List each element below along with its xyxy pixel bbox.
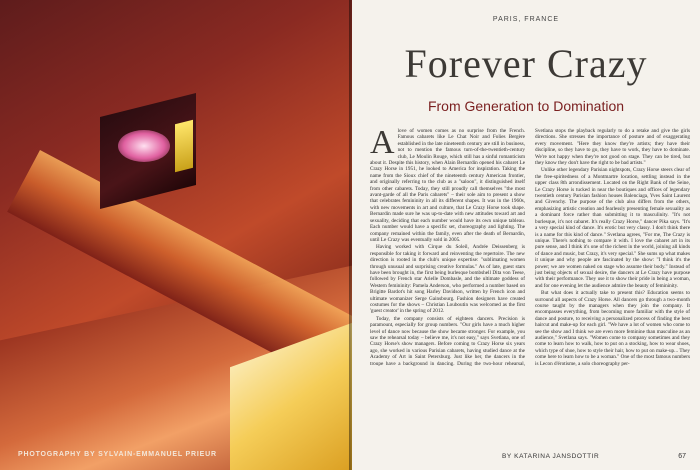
drop-cap: A	[370, 128, 395, 161]
photo-yellow-window	[175, 120, 193, 172]
body-paragraph: Having worked with Cirque du Soleil, Andrée Deissenberg is responsible for taking it forward and reinventing the repertoire. The new direction is rooted in the club's unique expertise: "sublimating women through unusual and surprising creative formulas." As of late, guest stars have been brought in, the first being burlesque bombshell Dita von Teese, followed by French star Arielle Dombasle, and the ultimate goddess of Western femininity: Pamela Anderson, who performed a number based on Brigitte Bardot's hit song Harley Davidson, written by French icon and ultimate womanizer Serge Gainsbourg. Fashion designers have created costumes for the shows – Christian Louboutin was welcomed as the first 'guest creator' in the spring of 2012.	[370, 244, 525, 315]
article-subtitle: From Generation to Domination	[427, 98, 625, 114]
article-page	[352, 0, 700, 470]
photo-pink-light	[118, 130, 170, 162]
body-paragraph: Unlike other legendary Parisian nightspots, Crazy Horse steers clear of the free-spiritedness of a Montmartre location, settling instead in the upper class 8th arrondissement. Located on the Right Bank of the Seine, Le Crazy Horse is tucked in near the boutiques and offices of legendary twentieth century Parisian fashion houses Balenciaga, Yves Saint Laurent and Givenchy. The purpose of the club also differs from the others, emphasizing artistic creation and fearlessly presenting female sexuality as a dominant force rather than submitting it to masculinity. "It's not burlesque, it's not cabaret. It's really Crazy Horse," dancer Pika says. "It's a very special kind of dance. It's erotic but very classy. I don't think there is a name for this kind of dance." Svetlana agrees, "For me, The Crazy is unique. There's nothing to compare it with. I love the cabaret art in its pure sense, and I think it's one of the richest in the world, joining all kinds of dance and music, but Crazy, it's very special." She sums up what makes it unique and why people are fascinated by the show: "I think it's the power; we are women naked on stage who assume their body." Instead of just being objects of sexual desire, the dancers at Le Crazy have purpose with their performance. They use it to show their pride in being a woman, and for one evening let the audience admire the beauty of femininity.	[535, 167, 690, 289]
body-paragraph: Today, the company consists of eighteen dancers. Precision is paramount, especially for group numbers. "Our girls have a much higher level of dance now because the show became stronger. For example, you saw the rehearsal today – believe me, it's not easy," says Svetlana, one of Crazy Horse's show managers. Before coming to Crazy Horse six years ago, she worked in various Parisian cabarets, having studied dance at the Academy of Art in Saint Petersburg. Just like her, the dancers in the troupe have a background in dancing. During the two-hour rehearsal, Svetlana stops the playback regularly to do a retake and give the girls directions. She stresses the importance of posture and of exaggerating every movement. "Here they know they're artists; they have their discipline, so they have to go, they have to work, they have to dominate. We're not happy when they're not good on stage. They can be tired, but they know they don't have the right to be bad artists."	[370, 128, 690, 367]
body-paragraph: Alove of women comes as no surprise from the French. Famous cabarets like Le Chat Noir and Folies Bergère established in the late nineteenth century are still in business, not to mention the famous turn-of-the-twentieth-century club, Le Moulin Rouge, which still has a sinful romanticism about it. Despite this history, when Alain Bernardin opened his cabaret Le Crazy Horse in 1951, he looked to America for inspiration. Taking the name from the Sioux chief of the nineteenth century American frontier, and originally referring to the club as a "saloon", it distinguished itself from other cabarets. Today, they still proudly call themselves "the most avant-garde of all the Paris cabarets" – their sole aim to present a show that celebrates femininity in all its different shapes. It was in the 1960s, with new movements in art and culture, that Le Crazy Horse took shape. Bernardin made sure he was up-to-date with new attitudes toward art and sexuality, deciding that each number would have its own unique tableau. Each number would have a specific set, choreography and lighting. The company remained within the family, even after the death of Bernardin, until Le Crazy was eventually sold in 2005.	[370, 128, 525, 243]
article-body	[370, 128, 690, 446]
photo-credit: PHOTOGRAPHY BY SYLVAIN-EMMANUEL PRIEUR	[18, 451, 217, 458]
article-title: Forever Crazy	[404, 41, 648, 86]
byline: BY KATARINA JANSDOTTIR	[502, 453, 600, 460]
section-label: PARIS, FRANCE	[492, 16, 560, 23]
body-paragraph: But what does it actually take to present this? Education seems to surround all aspects of Crazy Horse. All dancers go through a two-month course taught by the managers when they join the company. It encompasses everything, from becoming more familiar with the style of dance and posture, to receiving a personalized process of finding the best haircut and make-up for each girl. "We have a lot of women who come to see the show and I think we are even more feminine than masculine as an audience," Svetlana says. "Women come to company sometimes and they come to learn how to walk, how to put on a stocking, how to wear shoes, which type of shoe, how to style their hair, how to put on make-up... They come here to learn how to be a woman." One of the most famous numbers is Lecon d'érotisme, a solo choreography per-	[535, 290, 690, 367]
page-number: 67	[678, 453, 686, 460]
